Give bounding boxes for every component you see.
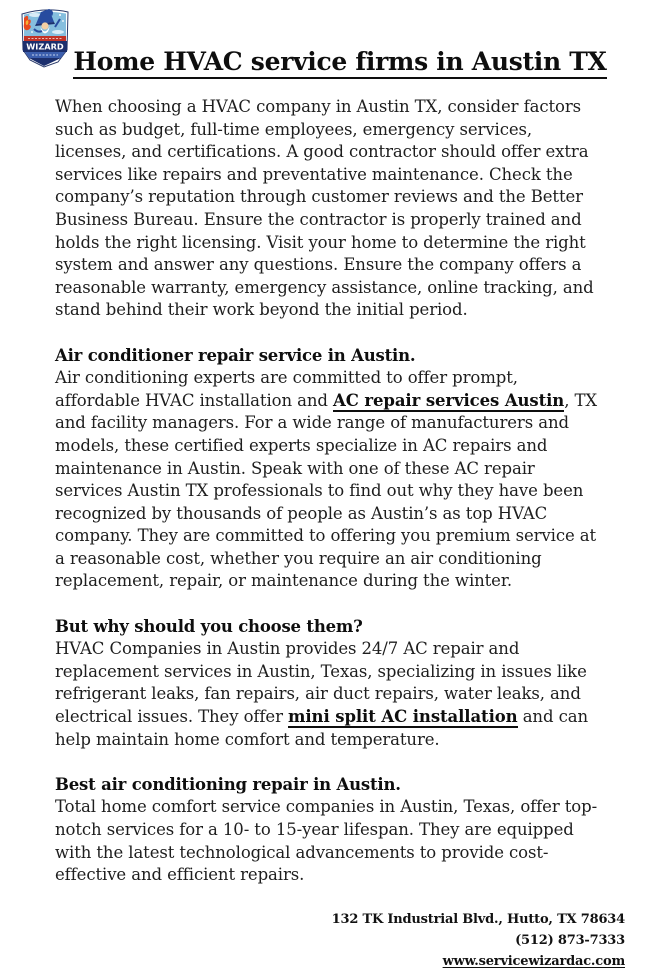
inline-text-link[interactable]: mini split AC installation (288, 707, 518, 727)
service-wizard-logo (20, 6, 70, 68)
logo-wizard-text: WIZARD (26, 41, 64, 52)
document-footer (55, 909, 625, 972)
paragraph-text: HVAC Companies in Austin provides 24/7 AC repair and replacement services in Austin, Texas, specializing in issues like refrigerant leaks, fan repairs, air duct repairs, water leaks, and electrical issues. They offer (55, 639, 587, 727)
section-heading: But why should you choose them? (55, 616, 363, 636)
document-body (0, 96, 650, 972)
paragraph-text: and can help maintain home comfort and temperature. (55, 707, 588, 749)
footer-phone: (512) 873-7333 (515, 933, 625, 949)
section-heading: Air conditioner repair service in Austin. (55, 345, 416, 365)
page-title-text: Home HVAC service firms in Austin TX (73, 47, 606, 79)
section-paragraph (55, 96, 604, 322)
document-section (55, 96, 604, 322)
page-title (30, 46, 650, 77)
inline-text-link[interactable]: AC repair services Austin (333, 390, 565, 410)
document-sections (55, 96, 604, 887)
section-paragraph (55, 638, 604, 751)
paragraph-text: Air conditioning experts are committed to offer prompt, affordable HVAC installation and (55, 368, 518, 410)
wizard-logo-icon (20, 6, 70, 68)
document-header (0, 0, 650, 96)
paragraph-text: , TX and facility managers. For a wide range of manufacturers and models, these certified experts specialize in AC repairs and maintenance in Austin. Speak with one of these AC repair services Austin TX professionals to find out why they have been recognized by thousands of people as Austin’s as top HVAC company. They are committed to offering you premium service at a reasonable cost, whether you require an air conditioning replacement, repair, or maintenance during the winter. (55, 390, 598, 591)
paragraph-text: When choosing a HVAC company in Austin TX, consider factors such as budget, full-time employees, emergency services, licenses, and certifications. A good contractor should offer extra services like repairs and preventative maintenance. Check the company’s reputation through customer reviews and the Better Business Bureau. Ensure the contractor is properly trained and holds the right licensing. Visit your home to determine the right system and answer any questions. Ensure the company offers a reasonable warranty, emergency assistance, online tracking, and stand behind their work beyond the initial period. (55, 97, 594, 320)
footer-address: 132 TK Industrial Blvd., Hutto, TX 78634 (331, 912, 625, 928)
footer-website-link[interactable]: www.servicewizardac.com (442, 954, 625, 970)
document-section (55, 774, 604, 887)
section-paragraph (55, 796, 604, 886)
document-section (55, 616, 604, 752)
paragraph-text: Total home comfort service companies in Austin, Texas, offer top-notch services for a 10- to 15-year lifespan. They are equipped with the latest technological advancements to provide cost-effective and efficient repairs. (55, 797, 598, 885)
section-paragraph (55, 367, 604, 593)
section-heading: Best air conditioning repair in Austin. (55, 774, 401, 794)
document-section (55, 345, 604, 594)
